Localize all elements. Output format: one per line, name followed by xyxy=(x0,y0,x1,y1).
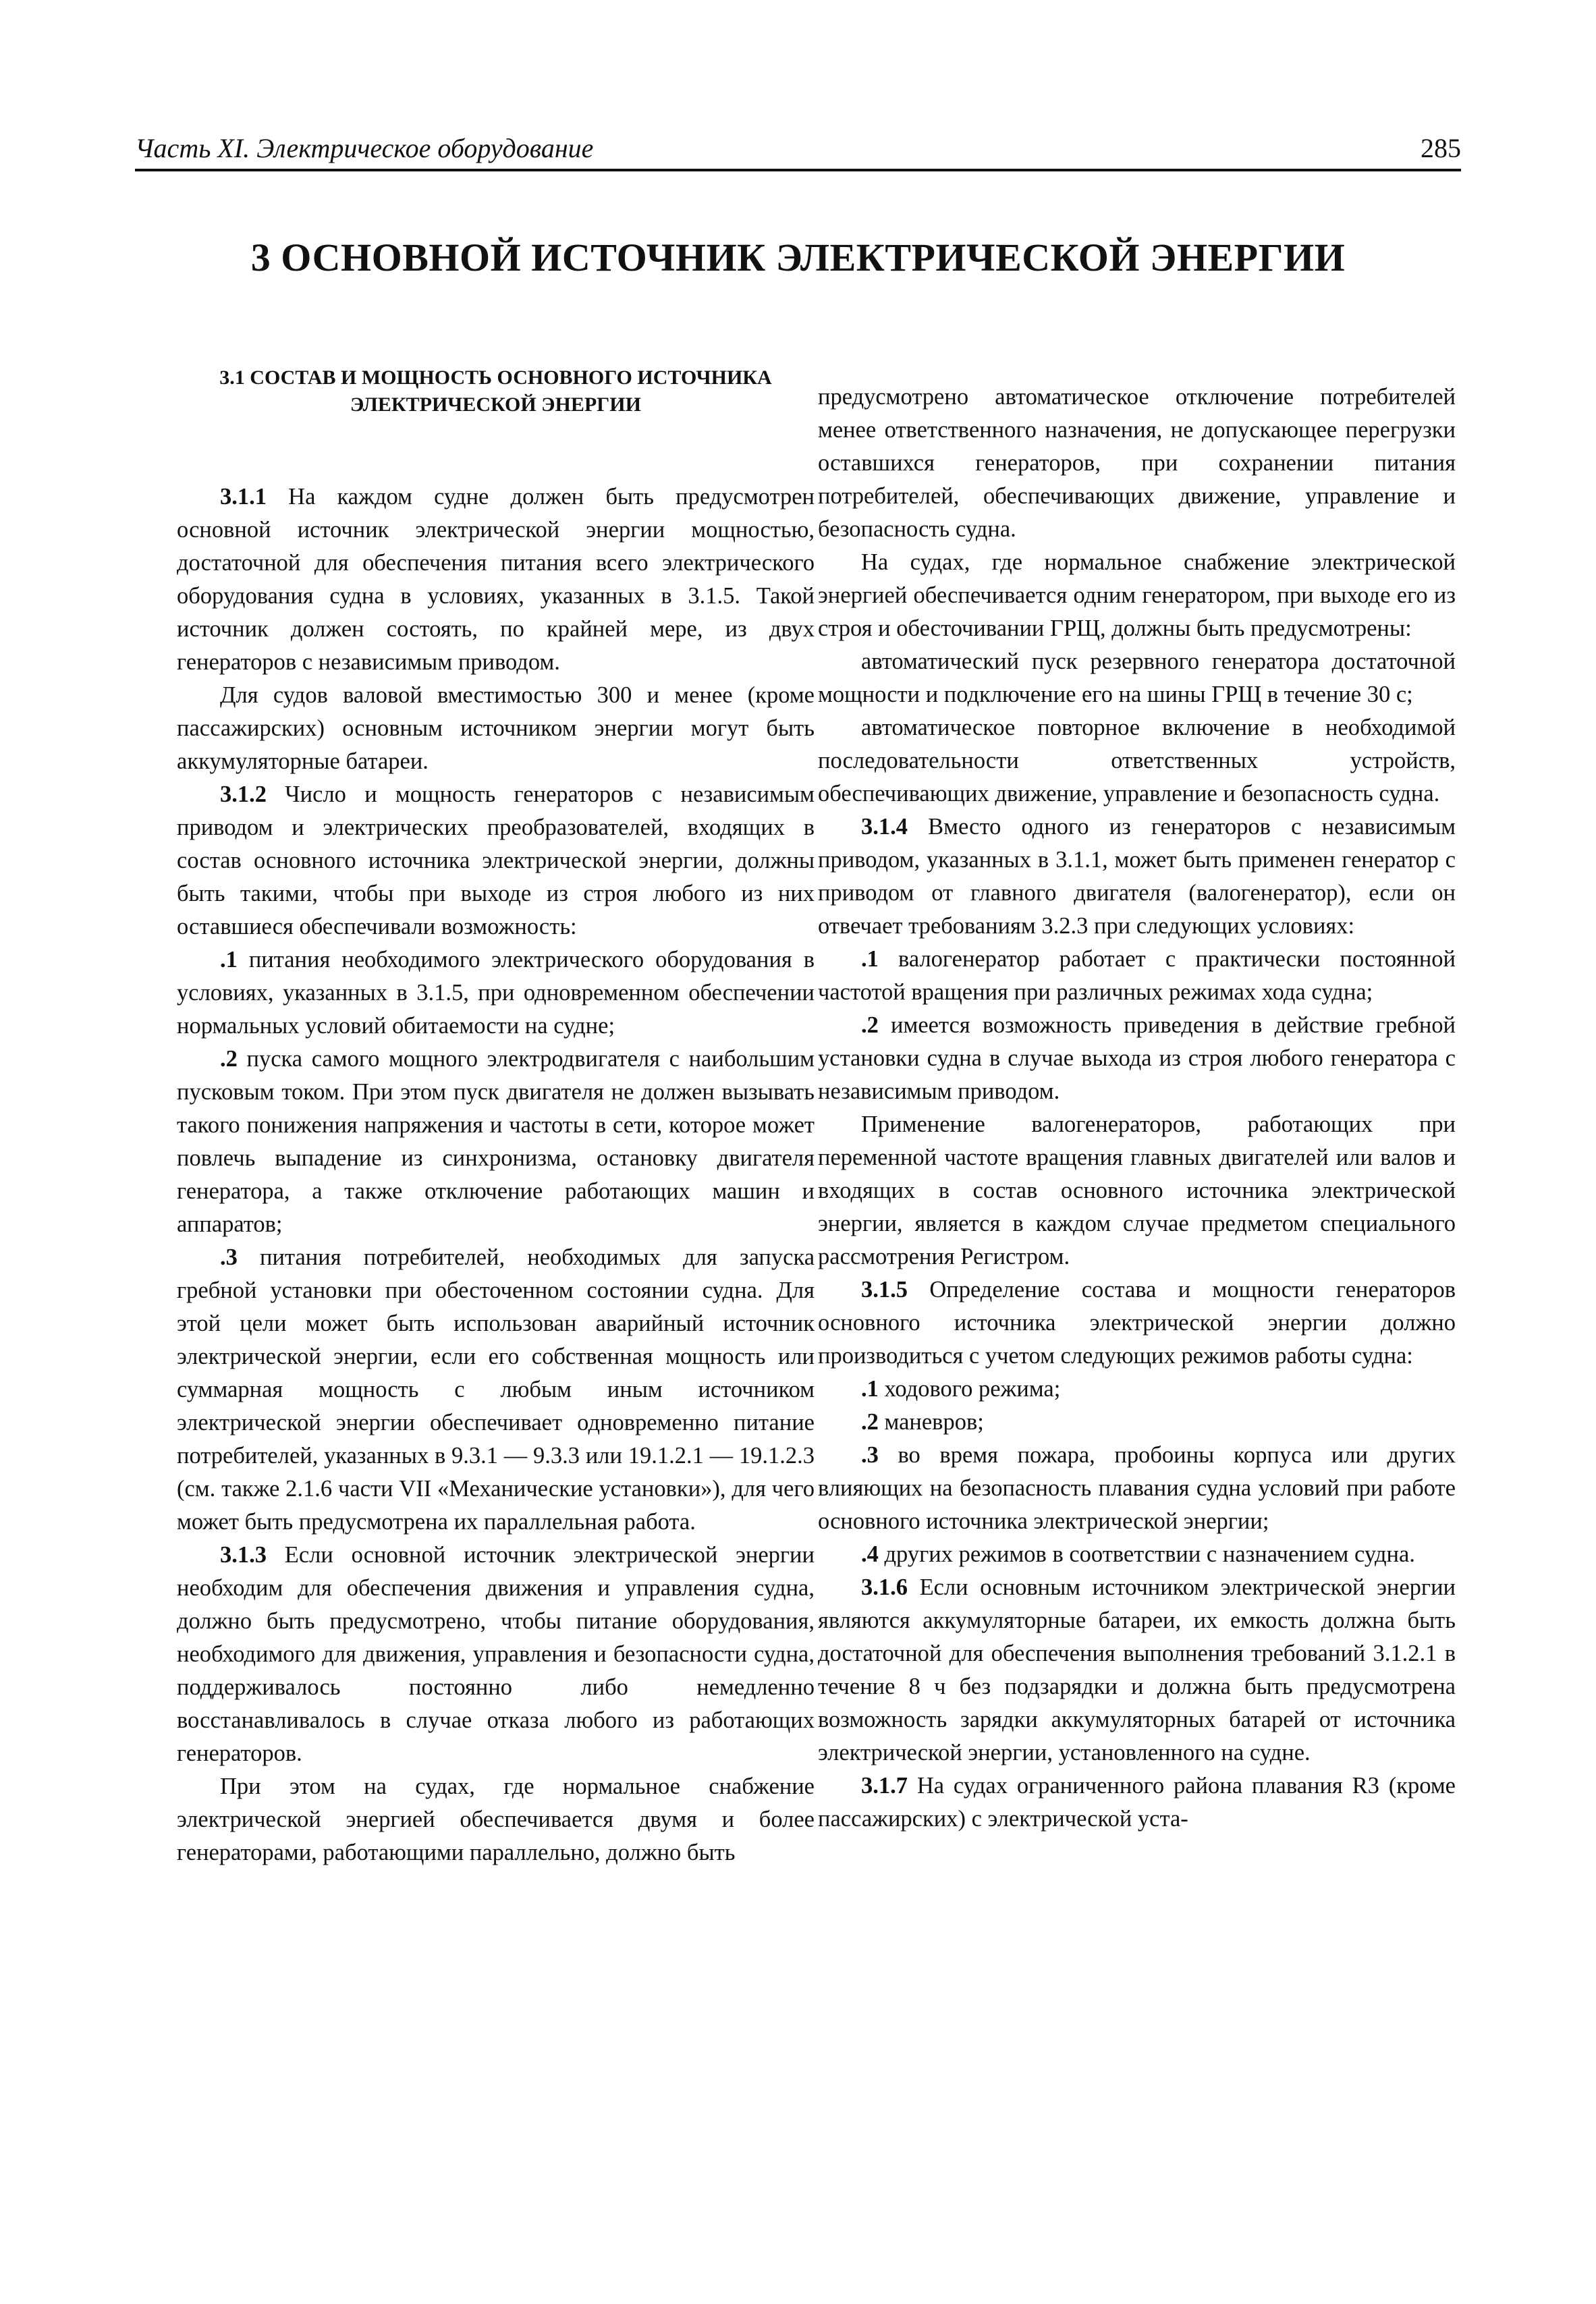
paragraph-text: других режимов в соответствии с назначением судна. xyxy=(884,1541,1415,1567)
paragraph-number: .1 xyxy=(861,946,879,972)
paragraph-text: маневров; xyxy=(884,1409,984,1435)
paragraph-number: .3 xyxy=(861,1442,879,1468)
paragraph-text: Вместо одного из генераторов с независимым приводом, указанных в 3.1.1, может быть применен генератор с приводом от главного двигателя (валогенератор), если он отвечает требованиям 3.2.3 при следующих условиях: xyxy=(818,814,1456,939)
paragraph xyxy=(818,943,1456,1009)
paragraph xyxy=(177,943,815,1043)
right-column xyxy=(818,381,1456,1836)
paragraph xyxy=(818,645,1456,711)
paragraph-number: 3.1.5 xyxy=(861,1277,908,1302)
page-number: 285 xyxy=(1421,133,1461,163)
paragraph-number: .2 xyxy=(861,1409,879,1435)
page-header xyxy=(135,130,1461,171)
paragraph-text: питания потребителей, необходимых для запуска гребной установки при обесточенном состоянии судна. Для этой цели может быть использован аварийный источник электрической энергии, если его собственная мощность или суммарная мощность с любым иным источником электрической энергии обеспечивает одновременно питание потребителей, указанных в 9.3.1 — 9.3.3 или 19.1.2.1 — 19.1.2.3 (см. также 2.1.6 части VII «Механические установки»), для чего может быть предусмотрена их параллельная работа. xyxy=(177,1244,815,1535)
paragraph-number: 3.1.6 xyxy=(861,1574,908,1600)
paragraph-text: На судах, где нормальное снабжение электрической энергией обеспечивается одним генератором, при выходе его из строя и обесточивании ГРЩ, должны быть предусмотрены: xyxy=(818,549,1456,641)
paragraph-text: Если основной источник электрической энергии необходим для обеспечения движения и управления судна, должно быть предусмотрено, чтобы питание оборудования, необходимого для движения, управления и безопасности судна, поддерживалось постоянно либо немедленно восстанавливалось в случае отказа любого из работающих генераторов. xyxy=(177,1542,815,1766)
paragraph-number: 3.1.4 xyxy=(861,814,908,840)
right-paragraphs xyxy=(818,381,1456,1836)
paragraph xyxy=(818,1439,1456,1538)
paragraph xyxy=(177,1241,815,1539)
paragraph xyxy=(818,1009,1456,1108)
paragraph-number: .2 xyxy=(861,1012,879,1038)
chapter-title: 3 ОСНОВНОЙ ИСТОЧНИК ЭЛЕКТРИЧЕСКОЙ ЭНЕРГИИ xyxy=(250,236,1346,279)
paragraph xyxy=(177,778,815,943)
paragraph xyxy=(177,1539,815,1770)
paragraph-number: 3.1.2 xyxy=(220,781,267,807)
paragraph-text: Для судов валовой вместимостью 300 и менее (кроме пассажирских) основным источником энергии могут быть аккумуляторные батареи. xyxy=(177,682,815,774)
paragraph-text: пуска самого мощного электродвигателя с наибольшим пусковым током. При этом пуск двигателя не должен вызывать такого понижения напряжения и частоты в сети, которое может повлечь выпадение из синхронизма, остановку двигателя генератора, а также отключение работающих машин и аппаратов; xyxy=(177,1046,815,1237)
paragraph-text: На судах ограниченного района плавания R3 (кроме пассажирских) с электрической уста- xyxy=(818,1773,1456,1832)
paragraph-text: Если основным источником электрической энергии являются аккумуляторные батареи, их емкость должна быть достаточной для обеспечения выполнения требований 3.1.2.1 в течение 8 ч без подзарядки и должна быть предусмотрена возможность зарядки аккумуляторных батарей от источника электрической энергии, установленного на судне. xyxy=(818,1574,1456,1765)
paragraph xyxy=(177,481,815,679)
paragraph xyxy=(818,1273,1456,1373)
paragraph-text: ходового режима; xyxy=(884,1376,1061,1402)
paragraph-text: автоматический пуск резервного генератора достаточной мощности и подключение его на шины ГРЩ в течение 30 с; xyxy=(818,649,1456,707)
paragraph xyxy=(818,1373,1456,1406)
paragraph xyxy=(177,679,815,778)
paragraph-text: валогенератор работает с практически постоянной частотой вращения при различных режимах хода судна; xyxy=(818,946,1456,1005)
paragraph-number: 3.1.3 xyxy=(220,1542,267,1568)
paragraph-number: .3 xyxy=(220,1244,238,1270)
paragraph xyxy=(818,1770,1456,1836)
paragraph xyxy=(818,1571,1456,1770)
paragraph-text: Применение валогенераторов, работающих при переменной частоте вращения главных двигателей или валов и входящих в состав основного источника электрической энергии, является в каждом случае предметом специального рассмотрения Регистром. xyxy=(818,1112,1456,1269)
paragraph xyxy=(818,1108,1456,1273)
paragraph-number: 3.1.1 xyxy=(220,484,267,510)
left-paragraphs xyxy=(177,481,815,1869)
paragraph xyxy=(818,1406,1456,1439)
paragraph xyxy=(818,546,1456,645)
left-column xyxy=(177,364,815,1869)
paragraph-text: На каждом судне должен быть предусмотрен основной источник электрической энергии мощностью, достаточной для обеспечения питания всего электрического оборудования судна в условиях, указанных в 3.1.5. Такой источник должен состоять, по крайней мере, из двух генераторов с независимым приводом. xyxy=(177,484,815,675)
paragraph-text: во время пожара, пробоины корпуса или других влияющих на безопасность плавания судна условий при работе основного источника электрической энергии; xyxy=(818,1442,1456,1534)
running-title: Часть XI. Электрическое оборудование xyxy=(135,133,594,163)
section-title: 3.1 СОСТАВ И МОЩНОСТЬ ОСНОВНОГО ИСТОЧНИКА ЭЛЕКТРИЧЕСКОЙ ЭНЕРГИИ xyxy=(219,366,772,416)
paragraph-text: автоматическое повторное включение в необходимой последовательности ответственных устройств, обеспечивающих движение, управление и безопасность судна. xyxy=(818,715,1456,806)
paragraph-number: 3.1.7 xyxy=(861,1773,908,1799)
paragraph-number: .4 xyxy=(861,1541,879,1567)
paragraph-text: Определение состава и мощности генераторов основного источника электрической энергии должно производиться с учетом следующих режимов работы судна: xyxy=(818,1277,1456,1369)
paragraph-text: имеется возможность приведения в действие гребной установки судна в случае выхода из строя любого генератора с независимым приводом. xyxy=(818,1012,1456,1104)
paragraph-text: питания необходимого электрического оборудования в условиях, указанных в 3.1.5, при одновременном обеспечении нормальных условий обитаемости на судне; xyxy=(177,947,815,1039)
paragraph-text: При этом на судах, где нормальное снабжение электрической энергией обеспечивается двумя и более генераторами, работающими параллельно, должно быть xyxy=(177,1774,815,1865)
paragraph xyxy=(818,811,1456,943)
paragraph-text: предусмотрено автоматическое отключение потребителей менее ответственного назначения, не допускающее перегрузки оставшихся генераторов, при сохранении питания потребителей, обеспечивающих движение, управление и безопасность судна. xyxy=(818,384,1456,542)
paragraph xyxy=(177,1770,815,1869)
paragraph-number: .1 xyxy=(861,1376,879,1402)
paragraph xyxy=(818,711,1456,811)
paragraph xyxy=(818,381,1456,546)
paragraph-number: .2 xyxy=(220,1046,238,1072)
paragraph-number: .1 xyxy=(220,947,238,972)
paragraph-text: Число и мощность генераторов с независимым приводом и электрических преобразователей, входящих в состав основного источника электрической энергии, должны быть такими, чтобы при выходе из строя любого из них оставшиеся обеспечивали возможность: xyxy=(177,781,815,939)
paragraph xyxy=(818,1538,1456,1571)
paragraph xyxy=(177,1043,815,1241)
